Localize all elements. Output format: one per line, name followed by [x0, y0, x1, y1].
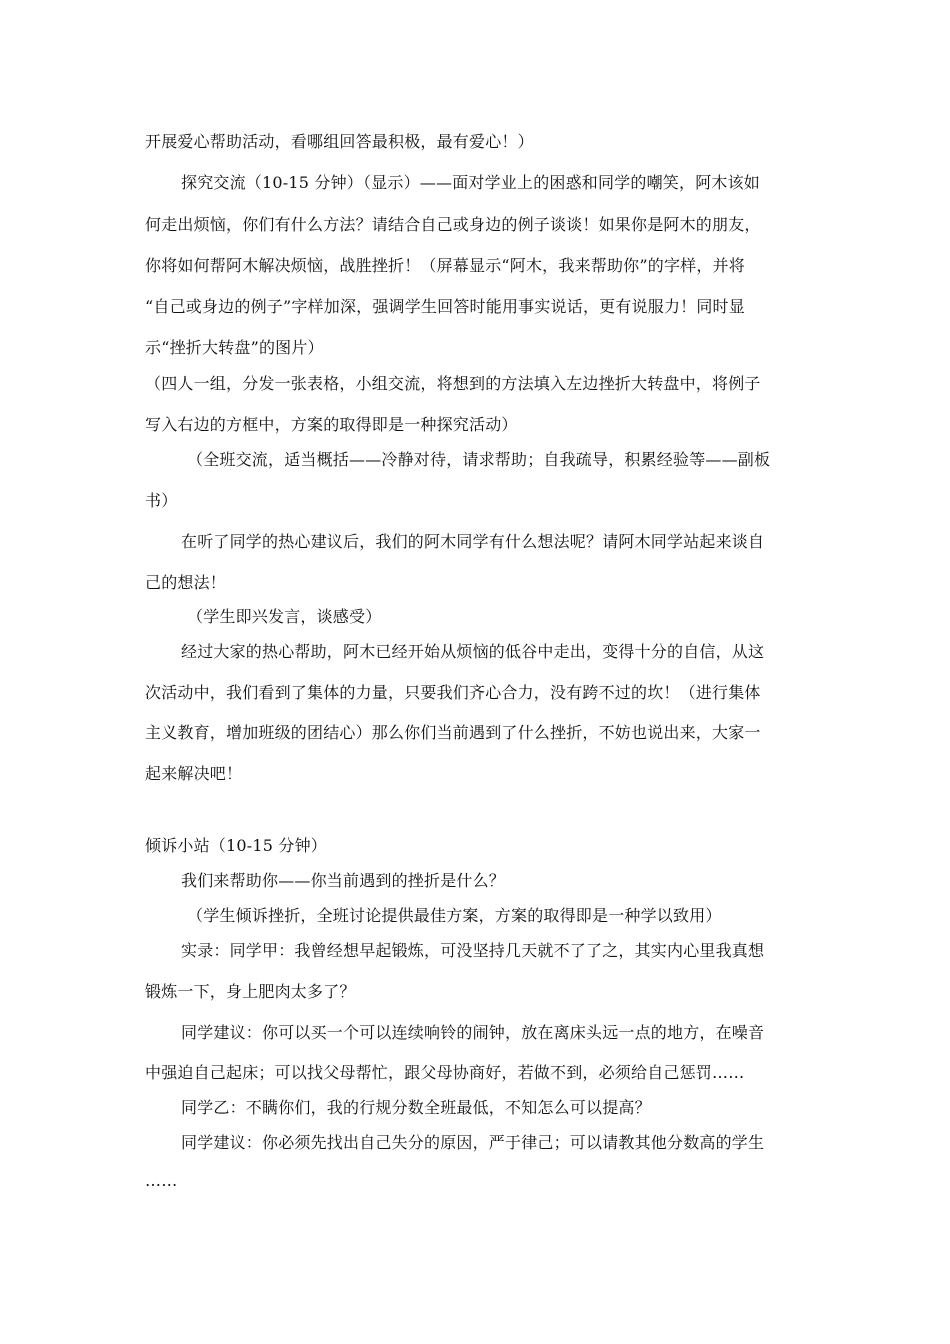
text-line: 锻炼一下，身上肥肉太多了？ — [145, 982, 356, 1001]
text-line: “自己或身边的例子”字样加深，强调学生回答时能用事实说话，更有说服力！同时显 — [145, 297, 745, 316]
text-line: （学生倾诉挫折，全班讨论提供最佳方案，方案的取得即是一种学以致用） — [187, 906, 722, 925]
text-line: 示“挫折大转盘”的图片） — [145, 338, 324, 357]
text-line: …… — [145, 1171, 178, 1190]
text-line: 次活动中，我们看到了集体的力量，只要我们齐心合力，没有跨不过的坎！（进行集体 — [145, 683, 761, 702]
text-line: （全班交流，适当概括——冷静对待，请求帮助；自我疏导，积累经验等——副板 — [187, 450, 771, 469]
text-line: （学生即兴发言，谈感受） — [187, 607, 382, 626]
section-heading: 倾诉小站（10-15 分钟） — [145, 836, 328, 855]
text-line: 同学建议：你必须先找出自己失分的原因，严于律己；可以请教其他分数高的学生 — [181, 1133, 765, 1152]
text-line: 在听了同学的热心建议后，我们的阿木同学有什么想法呢？请阿木同学站起来谈自 — [181, 532, 765, 551]
text-line: 我们来帮助你——你当前遇到的挫折是什么？ — [181, 871, 506, 890]
text-line: 写入右边的方框中，方案的取得即是一种探究活动） — [145, 415, 518, 434]
text-line: 探究交流（10-15 分钟）（显示）——面对学业上的困惑和同学的嘲笑，阿木该如 — [181, 173, 761, 192]
text-line: 同学建议：你可以买一个可以连续响铃的闹钟，放在离床头远一点的地方，在噪音 — [181, 1023, 765, 1042]
text-line: 中强迫自己起床；可以找父母帮忙，跟父母协商好，若做不到，必须给自己惩罚…… — [145, 1063, 745, 1082]
text-line: 开展爱心帮助活动，看哪组回答最积极，最有爱心！） — [145, 132, 534, 151]
text-line: 实录：同学甲：我曾经想早起锻炼，可没坚持几天就不了了之，其实内心里我真想 — [181, 941, 765, 960]
text-line: 起来解决吧！ — [145, 764, 243, 783]
text-line: 经过大家的热心帮助，阿木已经开始从烦恼的低谷中走出，变得十分的自信，从这 — [181, 642, 765, 661]
text-line: （四人一组，分发一张表格，小组交流，将想到的方法填入左边挫折大转盘中，将例子 — [145, 374, 761, 393]
text-line: 你将如何帮阿木解决烦恼，战胜挫折！（屏幕显示“阿木，我来帮助你”的字样，并将 — [145, 256, 745, 275]
text-line: 同学乙：不瞒你们，我的行规分数全班最低，不知怎么可以提高？ — [181, 1098, 651, 1117]
text-line: 书） — [145, 491, 178, 510]
text-line: 主义教育，增加班级的团结心）那么你们当前遇到了什么挫折，不妨也说出来，大家一 — [145, 723, 761, 742]
text-line: 己的想法！ — [145, 573, 227, 592]
text-line: 何走出烦恼，你们有什么方法？请结合自己或身边的例子谈谈！如果你是阿木的朋友， — [145, 215, 761, 234]
